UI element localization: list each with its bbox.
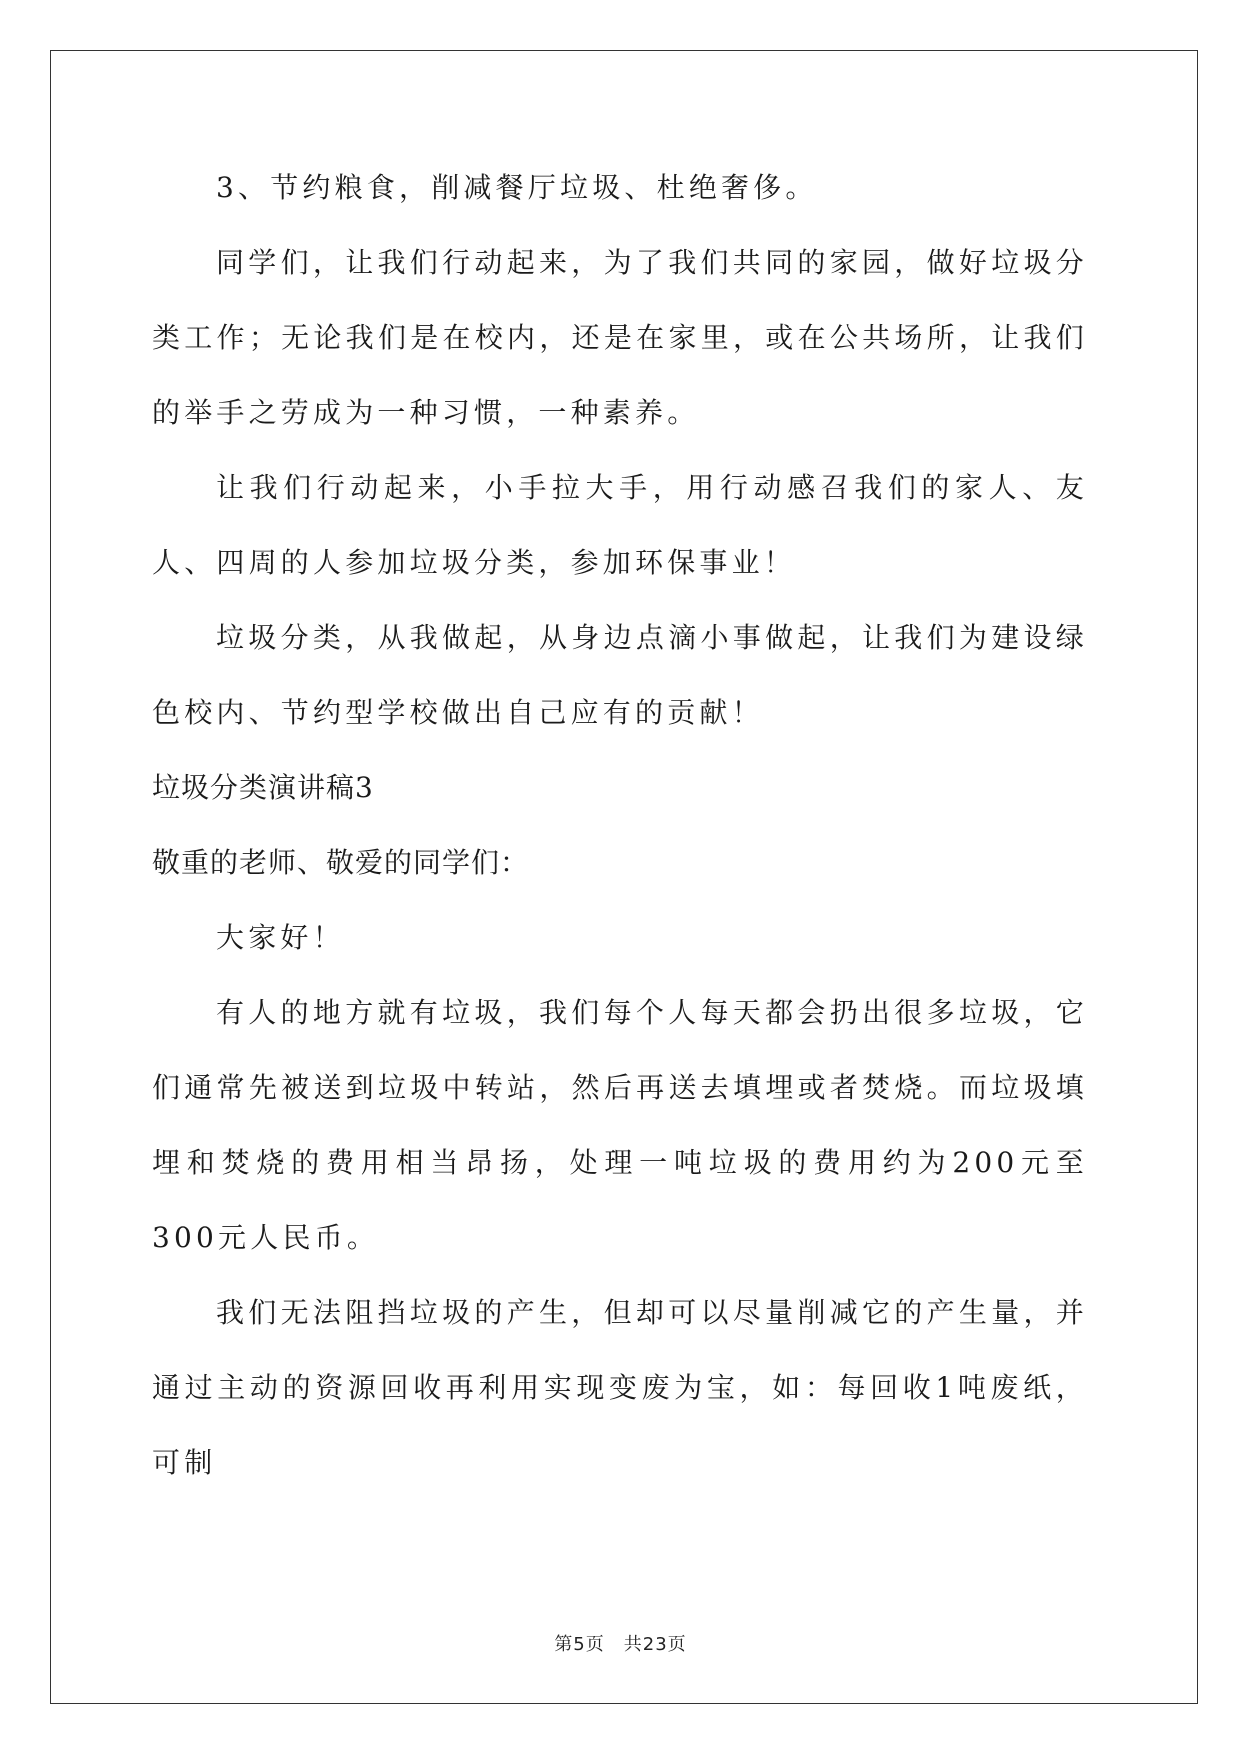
section-heading: 垃圾分类演讲稿3 (152, 771, 374, 804)
paragraph-5: 有人的地方就有垃圾，我们每个人每天都会扔出很多垃圾，它们通常先被送到垃圾中转站，然后再送去填埋或者焚烧。而垃圾填埋和焚烧的费用相当昂扬，处理一吨垃圾的费用约为200元至300元人民币。 (152, 996, 1088, 1254)
greeting: 大家好！ (216, 921, 345, 954)
paragraph-6: 我们无法阻挡垃圾的产生，但却可以尽量削减它的产生量，并通过主动的资源回收再利用实现变废为宝，如：每回收1吨废纸，可制 (152, 1296, 1088, 1479)
salutation: 敬重的老师、敬爱的同学们： (152, 846, 530, 879)
paragraph-3: 让我们行动起来，小手拉大手，用行动感召我们的家人、友人、四周的人参加垃圾分类，参加环保事业！ (152, 471, 1088, 579)
document-body (152, 150, 1088, 1500)
paragraph-2: 同学们，让我们行动起来，为了我们共同的家园，做好垃圾分类工作；无论我们是在校内，还是在家里，或在公共场所，让我们的举手之劳成为一种习惯，一种素养。 (152, 246, 1088, 429)
page-number-footer: 第5页 共23页 (554, 1634, 687, 1655)
paragraph-1: 3、节约粮食，削减餐厅垃圾、杜绝奢侈。 (216, 171, 818, 204)
paragraph-4: 垃圾分类，从我做起，从身边点滴小事做起，让我们为建设绿色校内、节约型学校做出自己应有的贡献！ (152, 621, 1088, 729)
